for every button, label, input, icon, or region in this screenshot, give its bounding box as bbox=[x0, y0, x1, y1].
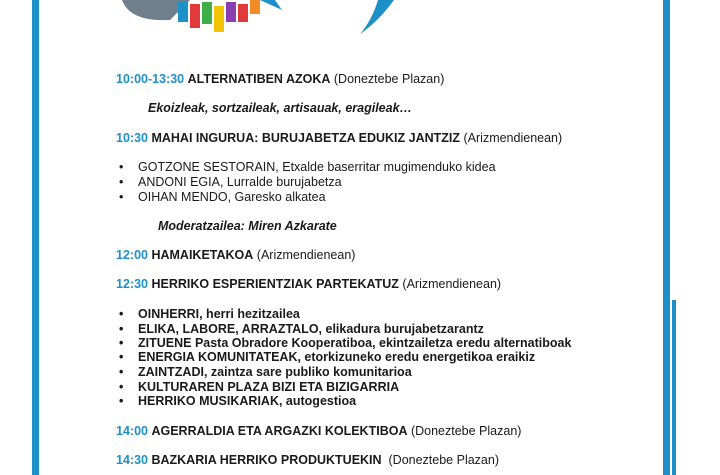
schedule-item-agerraldia bbox=[116, 424, 521, 438]
experience-item: • OINHERRI, herri hezitzailea bbox=[138, 307, 300, 321]
left-border-stripe bbox=[32, 0, 39, 475]
schedule-item-esperientziak bbox=[116, 277, 501, 291]
experience-item: • ENERGIA KOMUNITATEAK, etorkizuneko eredu energetikoa eraikiz bbox=[138, 350, 535, 364]
item-place: (Doneztebe Plazan) bbox=[407, 424, 522, 438]
experience-item: • ZAINTZADI, zaintza sare publiko komunitarioa bbox=[138, 365, 412, 379]
schedule-item-hamaiketakoa bbox=[116, 248, 355, 262]
item-time: 12:00 bbox=[116, 248, 148, 262]
header-brush-stroke bbox=[360, 0, 394, 34]
experience-item: • ZITUENE Pasta Obradore Kooperatiboa, ekintzailetza eredu alternatiboak bbox=[138, 336, 571, 350]
header-block-yellow bbox=[214, 6, 224, 32]
item-time: 12:30 bbox=[116, 277, 148, 291]
header-illustration bbox=[110, 0, 530, 40]
item-title: HERRIKO ESPERIENTZIAK PARTEKATUZ bbox=[151, 277, 399, 291]
experience-item: • KULTURAREN PLAZA BIZI ETA BIZIGARRIA bbox=[138, 380, 399, 394]
schedule-item-mahai-ingurua bbox=[116, 131, 562, 145]
header-block-green bbox=[202, 2, 212, 24]
speaker-item: • OIHAN MENDO, Garesko alkatea bbox=[138, 190, 326, 204]
header-block-purple bbox=[226, 2, 236, 22]
right-border-stripe-outer bbox=[672, 300, 676, 475]
item-time: 14:00 bbox=[116, 424, 148, 438]
item-place: (Arizmendienean) bbox=[398, 277, 502, 291]
item-time: 14:30 bbox=[116, 453, 148, 467]
item-place: (Doneztebe Plazan) bbox=[381, 453, 499, 467]
header-block-red bbox=[190, 4, 200, 28]
item-title: BAZKARIA HERRIKO PRODUKTUEKIN bbox=[151, 453, 382, 467]
header-block-red-2 bbox=[238, 4, 248, 22]
item-place: (Arizmendienean) bbox=[460, 131, 563, 145]
speaker-item: • ANDONI EGIA, Lurralde burujabetza bbox=[138, 175, 342, 189]
item-title: HAMAIKETAKOA bbox=[151, 248, 254, 262]
experience-item: • ELIKA, LABORE, ARRAZTALO, elikadura burujabetzarantz bbox=[138, 322, 484, 336]
speaker-item: • GOTZONE SESTORAIN, Etxalde baserritar mugimenduko kidea bbox=[138, 160, 496, 174]
schedule-item-azoka bbox=[116, 72, 444, 86]
item-time: 10:00-13:30 bbox=[116, 72, 185, 86]
moderator-note: Moderatzailea: Miren Azkarate bbox=[158, 219, 337, 233]
right-border-stripe bbox=[663, 0, 670, 475]
schedule-item-bazkaria bbox=[116, 453, 499, 467]
header-block-orange bbox=[250, 0, 260, 14]
experience-item: • HERRIKO MUSIKARIAK, autogestioa bbox=[138, 394, 356, 408]
header-shape-blue bbox=[260, 0, 282, 10]
item-title: MAHAI INGURUA: BURUJABETZA EDUKIZ JANTZIZ bbox=[151, 131, 461, 145]
item-title: ALTERNATIBEN AZOKA bbox=[187, 72, 331, 86]
item-time: 10:30 bbox=[116, 131, 148, 145]
header-block-blue bbox=[178, 2, 188, 22]
azoka-note: Ekoizleak, sortzaileak, artisauak, eragileak… bbox=[148, 101, 413, 115]
item-title: AGERRALDIA ETA ARGAZKI KOLEKTIBOA bbox=[151, 424, 408, 438]
item-place: (Doneztebe Plazan) bbox=[330, 72, 445, 86]
item-place: (Arizmendienean) bbox=[253, 248, 356, 262]
